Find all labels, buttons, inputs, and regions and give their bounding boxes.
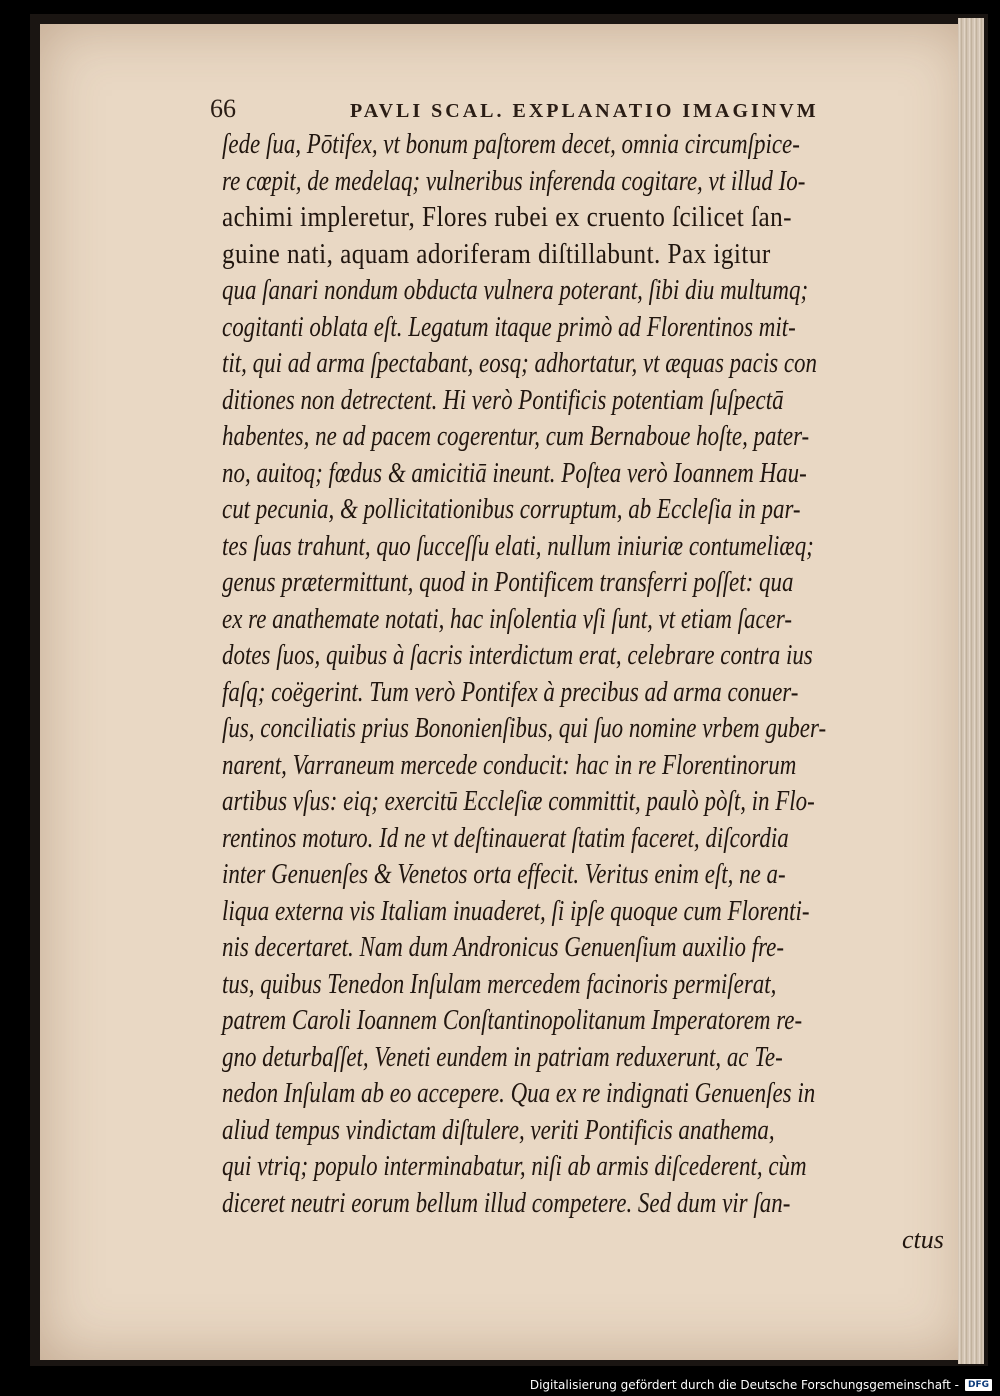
text-line: rentinos moturo. Id ne vt deſtinauerat ſtatim faceret, diſcordia: [222, 822, 789, 854]
text-line: nedon Inſulam ab eo accepere. Qua ex re indignati Genuenſes in: [222, 1078, 816, 1109]
text-line: faſq; coëgerint. Tum verò Pontifex à precibus ad arma conuer-: [222, 676, 799, 708]
text-block: [222, 127, 952, 1259]
text-line: liqua externa vis Italiam inuaderet, ſi ipſe quoque cum Florenti-: [222, 895, 810, 927]
text-line: narent, Varraneum mercede conducit: hac in re Florentinorum: [222, 749, 797, 781]
text-line: ex re anathemate notati, hac inſolentia vſi ſunt, vt etiam ſacer-: [222, 603, 793, 635]
text-line: guine nati, aquam adoriferam diſtillabunt. Pax igitur: [222, 238, 771, 270]
text-line: inter Genuenſes & Venetos orta effecit. Veritus enim eſt, ne a-: [222, 859, 786, 890]
text-line: tit, qui ad arma ſpectabant, eosq; adhortatur, vt æquas pacis con: [222, 348, 818, 379]
text-line: artibus vſus: eiq; exercitū Eccleſiæ committit, paulò pòſt, in Flo-: [222, 786, 815, 817]
text-line: dotes ſuos, quibus à ſacris interdictum erat, celebrare contra ius: [222, 640, 813, 671]
text-line: ſus, conciliatis prius Bononienſibus, qui ſuo nomine vrbem guber-: [222, 713, 827, 744]
text-line: cogitanti oblata eſt. Legatum itaque primò ad Florentinos mit-: [222, 311, 796, 343]
running-head-title: PAVLI SCAL. EXPLANATIO IMAGINVM: [350, 100, 819, 122]
text-line: diceret neutri eorum bellum illud competere. Sed dum vir ſan-: [222, 1187, 791, 1219]
page-fore-edge: [958, 18, 984, 1364]
text-line: genus prætermittunt, quod in Pontificem transferri poſſet: qua: [222, 567, 794, 598]
text-line: patrem Caroli Ioannem Conſtantinopolitanum Imperatorem re-: [222, 1005, 803, 1036]
catchword: ctus: [902, 1225, 944, 1254]
text-line: achimi impleretur, Flores rubei ex cruento ſcilicet ſan-: [222, 202, 792, 233]
text-line: ditiones non detrectent. Hi verò Pontificis potentiam ſuſpectā: [222, 384, 784, 416]
text-line: habentes, ne ad pacem cogerentur, cum Bernaboue hoſte, pater-: [222, 421, 810, 452]
page-number: 66: [210, 94, 236, 123]
text-line: no, auitoq; fœdus & amicitiā ineunt. Poſtea verò Ioannem Hau-: [222, 457, 807, 489]
text-line: qui vtriq; populo interminabatur, niſi ab armis diſcederent, cùm: [222, 1151, 807, 1182]
text-line: re cœpit, de medelaq; vulneribus inferenda cogitare, vt illud Io-: [222, 165, 806, 197]
running-head: [210, 94, 850, 124]
text-line: tus, quibus Tenedon Inſulam mercedem facinoris permiſerat,: [222, 968, 777, 1000]
text-line: nis decertaret. Nam dum Andronicus Genuenſium auxilio fre-: [222, 932, 785, 963]
text-line: qua ſanari nondum obducta vulnera poterant, ſibi diu multumq;: [222, 275, 809, 306]
text-line: gno deturbaſſet, Veneti eundem in patriam reduxerunt, ac Te-: [222, 1041, 783, 1073]
text-line: tes ſuas trahunt, quo ſucceſſu elati, nullum iniuriæ contumeliæq;: [222, 530, 814, 562]
dfg-logo: DFG: [965, 1379, 992, 1391]
text-line: ſede ſua, Pōtifex, vt bonum paſtorem decet, omnia circumſpice-: [222, 129, 800, 160]
text-line: cut pecunia, & pollicitationibus corruptum, ab Eccleſia in par-: [222, 494, 801, 525]
funding-notice: Digitalisierung gefördert durch die Deutsche Forschungsgemeinschaft -: [529, 1378, 959, 1392]
text-line: aliud tempus vindictam diſtulere, veriti Pontificis anathema,: [222, 1114, 775, 1146]
footer: [530, 1378, 992, 1392]
